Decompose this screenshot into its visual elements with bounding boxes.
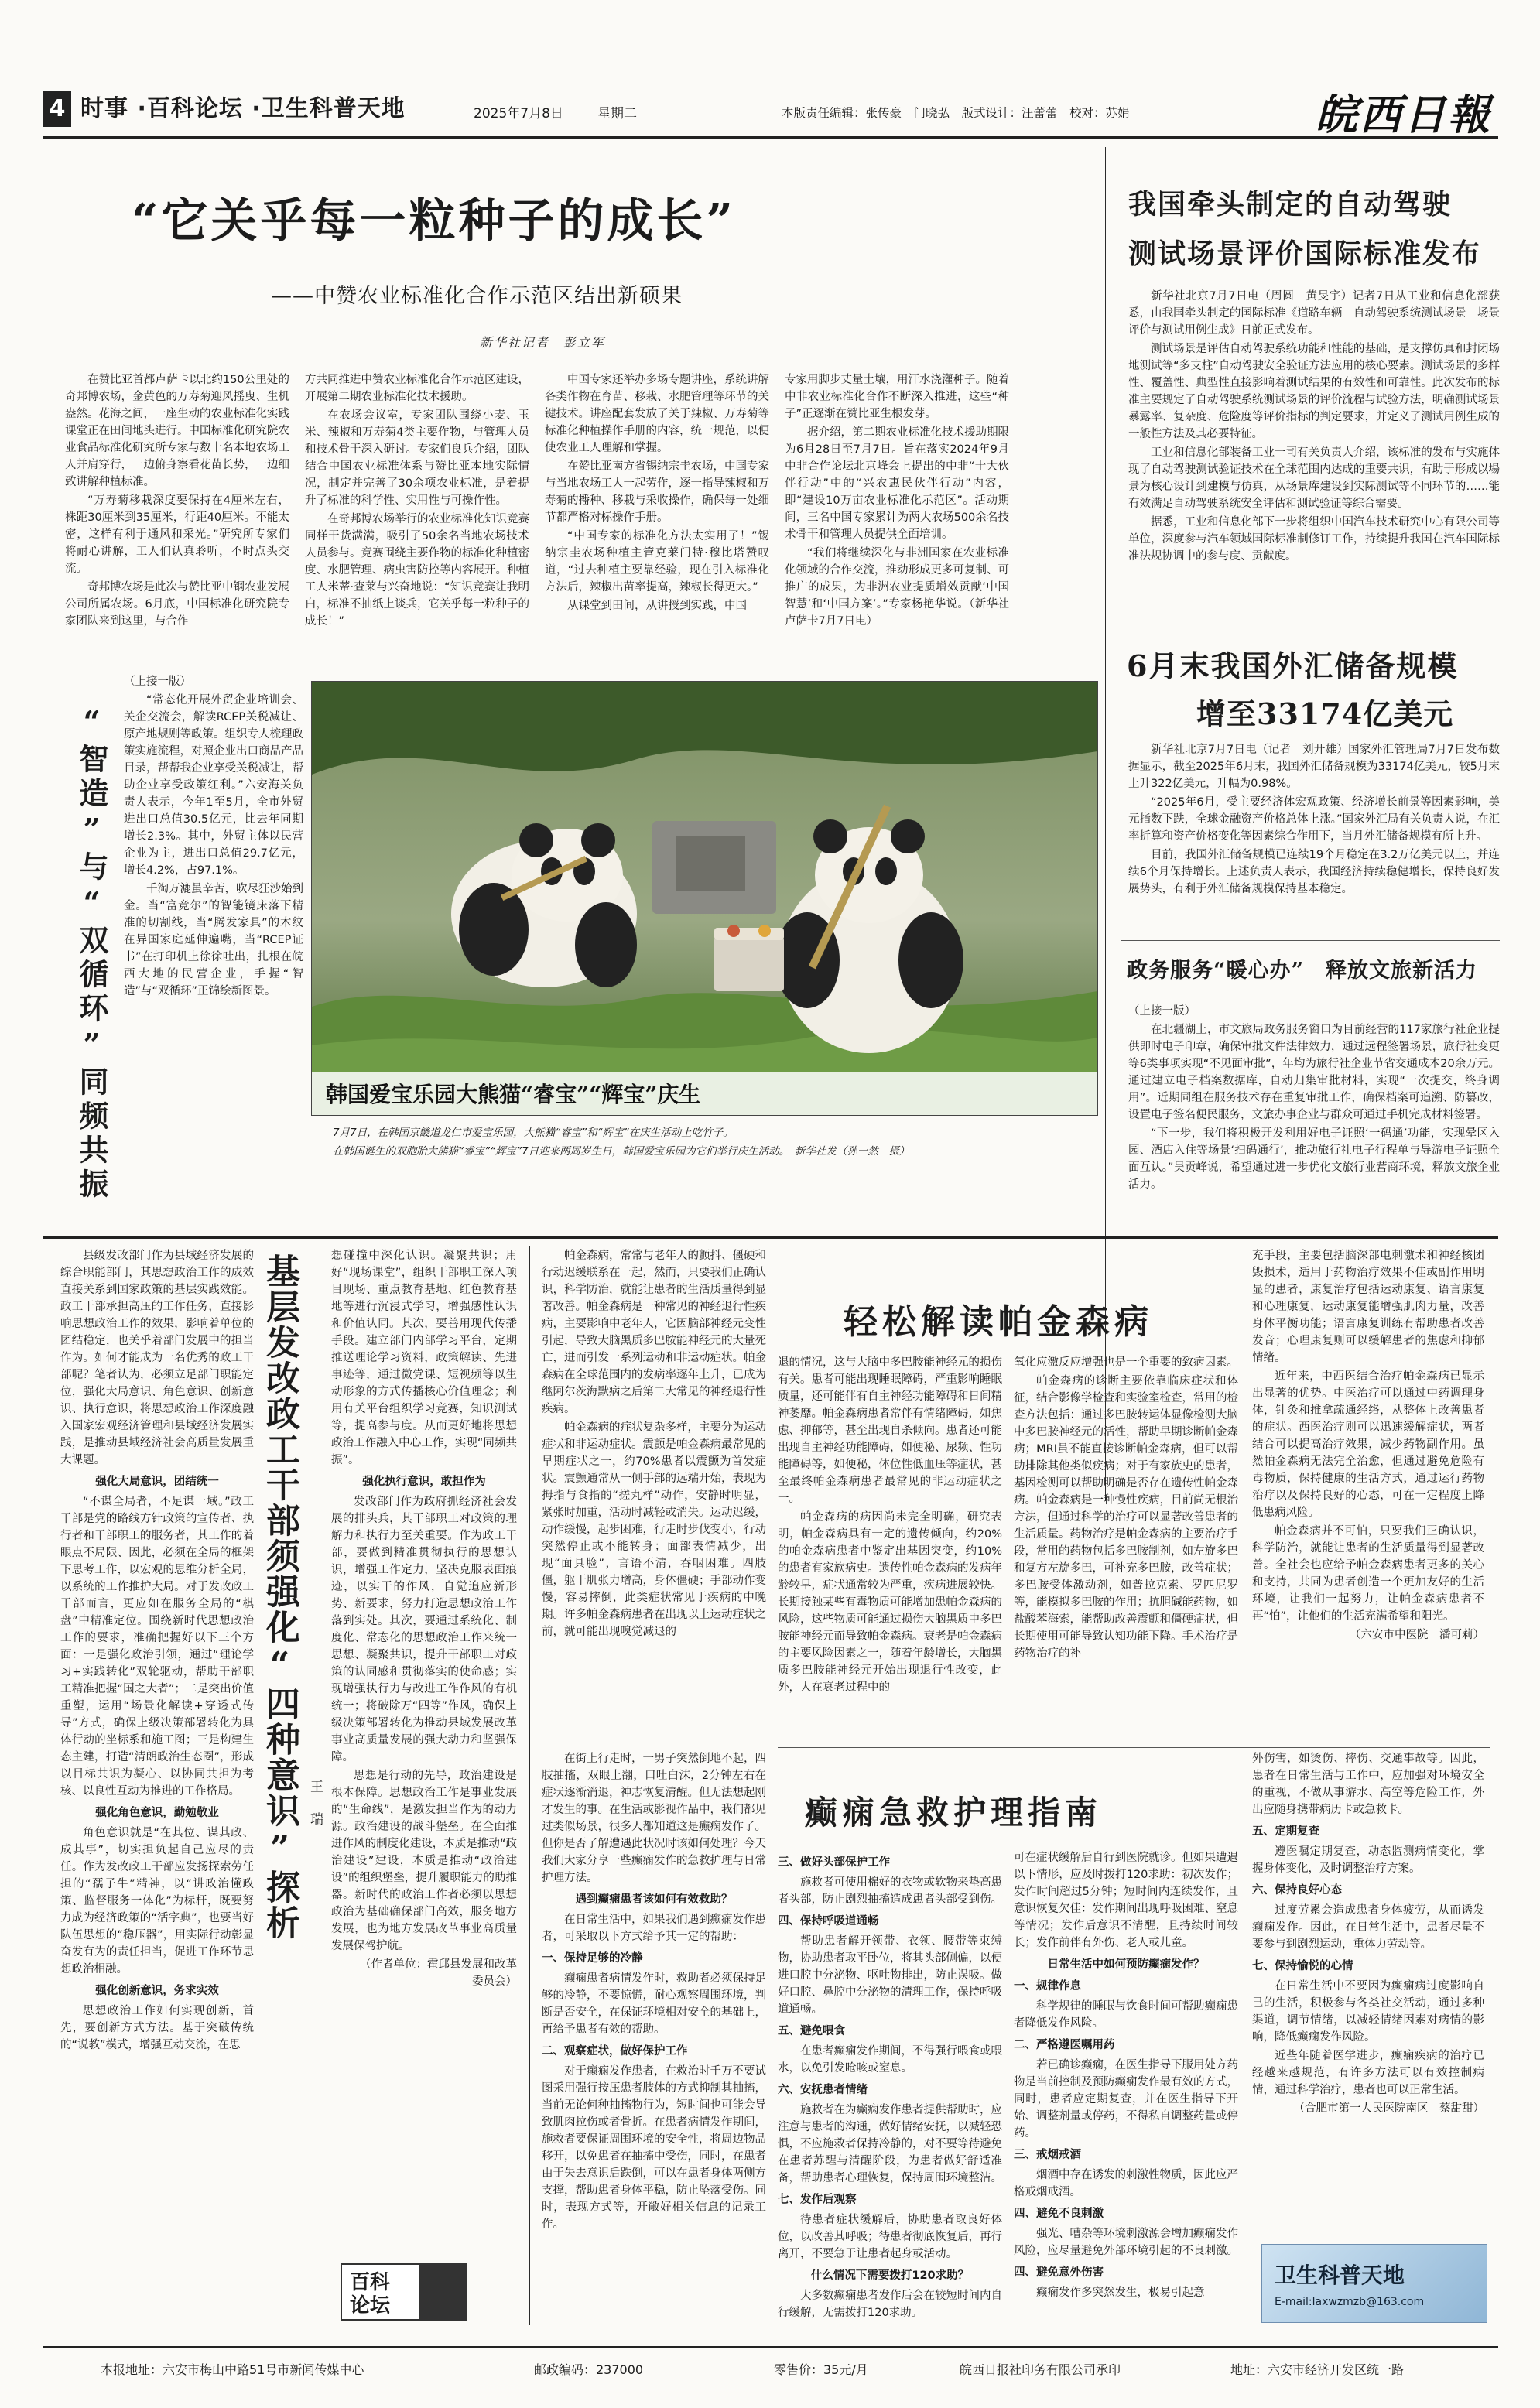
right-divider-2 — [1121, 940, 1500, 941]
parkinson-column-3: 氧化应激反应增强也是一个重要的致病因素。 帕金森病的诊断主要依靠临床症状和体征，结合影像学检查和实验室检查，常用的检查方法包括：通过多巴胺转运体显像检测大脑中多巴胺神经元的活性，帮助早期诊断帕金森病；MRI虽不能直接诊断帕金森病，但可以帮助排除其他类似疾病；对于有家族史的患者，基因检测可以帮助明确是否存在遗传性帕金森病。帕金森病是一种慢性疾病，目前尚无根治方法，但通过科学的治疗可以显著改善患者的生活质量。药物治疗是帕金森病的主要治疗手段，常用的药物包括多巴胺制剂，如左旋多巴和复方左旋多巴，可补充多巴胺，改善症状；多巴胺受体激动剂，如普拉克索、罗匹尼罗等，能模拟多巴胺的作用；抗胆碱能药物，如盐酸苯海索，能帮助改善震颤和僵硬症状，但长期使用可能导致认知功能下降。手术治疗是药物治疗的补 — [1014, 1356, 1238, 1660]
forum-headline: 基层发改政工干部须强化“四种意识”探析 — [260, 1254, 299, 1941]
lead-subheadline: ——中赞农业标准化合作示范区结出新硕果 — [271, 284, 683, 308]
forum-divider — [529, 1246, 530, 2325]
page-number-badge: 4 — [43, 91, 71, 127]
epilepsy-column-4: 外伤害，如烫伤、摔伤、交通事故等。因此，患者在日常生活与工作中，应加强对环境安全的重视，不做从事游水、高空等危险工作，外出应随身携带病历卡或急救卡。 五、定期复查 遵医嘱定期复查，动态监测病情变化，掌握身体变化，及时调整治疗方案。 六、保持良好心态 过度劳累会造成患者身体疲劳，从而诱发癫痫发作。因此，在日常生活中，患者尽量不要参与到剧烈运动，重体力劳动等。 七、保持愉悦的心情 在日常生活中不要因为癫痫病过度影响自己的生活，积极参与各类社交活动，通过多种渠道，调节情绪，以减轻情绪因素对病情的影响，降低癫痫发作风险。 近些年随着医学进步，癫痫疾病的治疗已经越来越规范，有许多方法可以有效控制病情，通过科学治疗，患者也可以正常生活。 （合肥市第一人民医院南区 蔡甜甜） — [1252, 1753, 1484, 2115]
forum-badge-text: 百科论坛 — [350, 2271, 391, 2317]
footer-print-address: 地址：六安市经济开发区统一路 — [1230, 2362, 1405, 2377]
panda-photo — [311, 681, 1098, 1116]
issue-date: 2025年7月8日 — [474, 106, 563, 121]
forum-badge — [341, 2263, 467, 2321]
forum-author: 王 瑞 — [307, 1780, 323, 1828]
lead-column-4: 专家用脚步丈量土壤，用汗水浇灌种子。随着中非农业标准化合作不断深入推进，这些“种子”正逐渐在赞比亚生根发芽。 据介绍，第二期农业标准化技术援助期限为6月28日至7月7日。旨在落实2024年9月中非合作论坛北京峰会上提出的中非“十大伙伴行动”中的“兴农惠民伙伴行动”内容，即“建设10万亩农业标准化示范区”。活动期间，三名中国专家累计为两大农场500余名技术骨干和管理人员提供全面培训。 “我们将继续深化与非洲国家在农业标准化领域的合作交流，推动形成更多可复制、可推广的成果，为非洲农业提质增效贡献‘中国智慧’和‘中国方案’。”专家杨艳华说。（新华社卢萨卡7月7日电） — [785, 374, 1009, 628]
footer-price: 零售价：35元/月 — [774, 2362, 868, 2377]
newspaper-masthead: 皖西日報 — [1316, 90, 1492, 139]
forex-body: 新华社北京7月7日电（记者 刘开雄）国家外汇管理局7月7日发布数据显示，截至2025年6月末，我国外汇储备规模为33174亿美元，较5月末上升322亿美元，升幅为0.98%。 “2025年6月，受主要经济体宏观政策、经济增长前景等因素影响，美元指数下跌，全球金融资产价格总体上涨。”国家外汇局有关负责人说，在汇率折算和资产价格变化等因素综合作用下，当月外汇储备规模有所上升。 目前，我国外汇储备规模已连续19个月稳定在3.2万亿美元以上，并连续6个月保持增长。上述负责人表示，我国经济持续稳健增长，保持良好发展势头，有利于外汇储备规模保持基本稳定。 — [1128, 744, 1500, 895]
issue-weekday: 星期二 — [597, 106, 637, 121]
health-badge — [1261, 2244, 1487, 2323]
service-body: （上接一版） 在北疆湖上，市文旅局政务服务窗口为目前经营的117家旅行社企业提供即时电子印章，确保审批文件法律效力，通过远程签署场景，旅行社变更等6类事项实现“不见面审批”，年均为旅行社企业节省交通成本20余万元。通过建立电子档案数据库，自动归集审批材料，实现“一次提交，终身调用”。近期同组在服务技术存在重复审批工作，确保档案可追溯、防篡改，设置电子签名便民服务，文旅办事企业与群众可通过手机完成材料签署。 “下一步，我们将积极开发利用好电子证照‘一码通’功能，实现晕区入园、酒店入住等场景‘扫码通行’，推动旅行社电子行程单与导游电子证照全面互认。”吴贡峰说，希望通过进一步优化文旅行业营商环境，释放文旅企业活力。 — [1128, 1005, 1500, 1191]
epilepsy-column-1: 在街上行走时，一男子突然倒地不起，四肢抽搐，双眼上翻，口吐白沫，2分钟左右在症状逐渐消退，神志恢复清醒。但无法想起刚才发生的事。在生活或影视作品中，我们都见过类似场景，很多人都知道这是癫痫发作了。但你是否了解遭遇此状况时该如何处理？今天我们大家分享一些癫痫发作的急救护理与日常护理方法。 遇到癫痫患者该如何有效救助？ 在日常生活中，如果我们遇到癫痫发作患者，可采取以下方式给予其一定的帮助： 一、保持足够的冷静 癫痫患者病情发作时，救助者必须保持足够的冷静，不要惊慌，耐心观察周围环境，判断是否安全，在保证环境相对安全的基础上，再给予患者有效的帮助。 二、观察症状，做好保护工作 对于癫痫发作患者，在救治时千万不要试图采用强行按压患者肢体的方式抑制其抽搐，当前无论何种抽搐物行为，短时间也可能会导致肌肉拉伤或者骨折。在患者病情发作期间，施救者要保证周围环境的安全性，将周边物品移开，以免患者在抽搐中受伤，同时，在患者由于失去意识后跌倒，可以在患者身体两侧方支撑，帮助患者身体平稳，防止坠落受伤。同时，表现方式等，开敞好相关信息的记录工作。 — [542, 1753, 766, 2231]
forex-headline-1: 6月末我国外汇储备规模 — [1127, 648, 1459, 683]
epilepsy-headline: 癫痫急救护理指南 — [805, 1794, 1103, 1832]
photo-headline: 韩国爱宝乐园大熊猫“睿宝”“辉宝”庆生 — [326, 1082, 701, 1107]
parkinson-column-4: 充手段，主要包括脑深部电刺激术和神经核团毁损术，适用于药物治疗效果不佳或副作用明显的患者，康复治疗包括运动康复、语言康复和心理康复，运动康复能增强肌肉力量，改善身体平衡功能；语言康复训练有帮助患者改善发音；心理康复则可以缓解患者的焦虑和抑郁情绪。 近年来，中西医结合治疗帕金森病已显示出显著的优势。中医治疗可以通过中药调理身体，针灸和推拿疏通经络，从整体上改善患者的症状。西医治疗则可以迅速缓解症状，两者结合可以提高治疗效果，减少药物副作用。虽然帕金森病无法完全治愈，但通过避免危险有毒物质，保持健康的生活方式，通过运行药物治疗以及保持良好的心态，可在一定程度上降低患病风险。 帕金森病并不可怕，只要我们正确认识，科学防治，就能让患者的生活质量得到显著改善。全社会也应给予帕金森病患者更多的关心和支持，共同为患者创造一个更加友好的生活环境，让我们一起努力，让帕金森病患者不再“怕”，让他们的生活充满希望和阳光。 （六安市中医院 潘可莉） — [1252, 1250, 1484, 1641]
autonomous-driving-headline-2: 测试场景评价国际标准发布 — [1128, 238, 1482, 270]
footer-postcode: 邮政编码：237000 — [534, 2362, 644, 2377]
side-story-body: （上接一版） “常态化开展外贸企业培训会、关企交流会，解读RCEP关税减让、原产地规则等政策。组织专人梳理政策实施流程，对照企业出口商品产品目录，帮帮我企业享受关税减让，帮助企业享受政策红利。”六安海关负责人表示，今年1至5月，全市外贸进出口总值30.5亿元，比去年同期增长2.3%。其中，外贸主体以民营企业为主，进出口总值29.7亿元，增长4.2%，占97.1%。 千淘万漉虽辛苦，吹尽狂沙始到金。当“富竞尔”的智能镜床落下精准的切割线，当“腾发家具”的木纹在异国家庭延伸遍嘴，当“RCEP证书”在打印机上徐徐吐出，扎根在皖西大地的民营企业，手握“智造”与“双循环”正锦绘新图景。 — [124, 676, 303, 997]
health-badge-email: E-mail:laxwzmzb@163.com — [1275, 2296, 1425, 2308]
panda-illustration — [312, 682, 1097, 1115]
photo-caption-line-2: 在韩国诞生的双胞胎大熊猫“睿宝”“辉宝”7日迎来两周岁生日，韩国爱宝乐园为它们举行庆生活动。 新华社发（孙一然 摄） — [333, 1145, 910, 1158]
lead-column-2: 方共同推进中赞农业标准化合作示范区建设，开展第二期农业标准化技术援助。 在农场会议室，专家团队围绕小麦、玉米、辣椒和万寿菊4类主要作物，与管理人员和技术骨干深入研讨。专家们良兵介绍，团队结合中国农业标准体系与赞比亚本地实际情况，制定并完善了30余项农业标准，是着提升了标准的科学性、实用性与可操作性。 在奇邦博农场举行的农业标准化知识竞赛同样干货满满，吸引了50余名当地农场技术人员参与。竞赛围绕主要作物的标准化种植密度、水肥管理、病虫害防控等内容展开。种植工人米蒂·查莱与兴奋地说：“知识竞赛让我明白，标准不抽纸上谈兵，它关乎每一粒种子的成长！” — [305, 374, 529, 628]
editor-credits: 本版责任编辑：张传豪 门晓弘 版式设计：汪蕾蕾 校对：苏娟 — [782, 106, 1130, 120]
header-rule — [43, 136, 1498, 139]
forex-headline-2: 增至33174亿美元 — [1196, 696, 1454, 731]
mid-rule-bottom — [43, 1236, 1498, 1239]
photo-caption-line-1: 7月7日，在韩国京畿道龙仁市爱宝乐园，大熊猫“睿宝”和“辉宝”在庆生活动上吃竹子。 — [333, 1127, 734, 1139]
lead-column-3: 中国专家还举办多场专题讲座，系统讲解各类作物在育苗、移栽、水肥管理等环节的关键技术。讲座配套发放了关于辣椒、万寿菊等标准化种植操作手册的内容，统一规范，以便使农业工人理解和掌握。 在赞比亚南方省锡纳宗圭农场，中国专家与当地农场工人一起劳作，逐一指导辣椒和万寿菊的播种、移栽与采收操作，确保每一处细节都严格对标操作手册。 “中国专家的标准化方法太实用了！”锡纳宗圭农场种植主管克莱门特·穆比塔赞叹道，“过去种植主要靠经验，现在引入标准化方法后，辣椒出苗率提高，辣椒长得更大。” 从课堂到田间，从讲授到实践，中国 — [545, 374, 769, 612]
autonomous-driving-headline-1: 我国牵头制定的自动驾驶 — [1128, 188, 1453, 221]
parkinson-column-1: 帕金森病，常常与老年人的颤抖、僵硬和行动迟缓联系在一起，然而，只要我们正确认识，科学防治，就能让患者的生活质量得到显著改善。帕金森病是一种常见的神经退行性疾病，主要影响中老年人，它因脑部神经元变性引起，导致大脑黑质多巴胺能神经元的大量死亡，进而引发一系列运动和非运动症状。帕金森病在全球范围内的发病率逐年上升，已成为继阿尔茨海默病之后第二大常见的神经退行性疾病。 帕金森病的症状复杂多样，主要分为运动症状和非运动症状。震颤是帕金森病最常见的早期症状之一，约70%患者以震颤为首发症状。震颤通常从一侧手部的远端开始，表现为拇指与食指的“搓丸样”动作，安静时明显，紧张时加重，活动时减轻或消失。运动迟缓，动作缓慢，起步困难，行走时步伐变小，行动突然停止或不能转身；面部表情减少，出现“面具脸”，言语不清，吞咽困难。四肢僵，躯干肌张力增高，身体僵硬；手部动作变慢，容易摔倒，此类症状常见于疾病的中晚期。许多帕金森病患者在出现以上运动症状之前，就可能出现嗅觉减退的 — [542, 1250, 766, 1638]
parkinson-headline: 轻松解读帕金森病 — [844, 1302, 1153, 1342]
lead-column-1: 在赞比亚首都卢萨卡以北约150公里处的奇邦博农场，金黄色的万寿菊迎风摇曳、生机盎然。花海之间，一座生动的农业标准化实践课堂正在田间地头进行。中国标准化研究院农业食品标准化研究所专家与数十名本地农场工人并肩穿行，一边俯身察看花苗长势，一边细致讲解种植标准。 “万寿菊移栽深度要保持在4厘米左右，株距30厘米到35厘米，行距40厘米。不能太密，这样有利于通风和采光。”研究所专家们将耐心讲解，工人们认真聆听，不时点头交流。 奇邦博农场是此次与赞比亚中钢农业发展公司所属农场。6月底，中国标准化研究院专家团队来到这里，与合作 — [65, 374, 289, 628]
health-badge-title: 卫生科普天地 — [1275, 2263, 1405, 2288]
footer-printer: 皖西日报社印务有限公司承印 — [960, 2362, 1121, 2377]
epilepsy-column-2: 三、做好头部保护工作 施救者可使用棉好的衣物或软物来垫高患者头部，防止剧烈抽搐造成患者头部受到伤。 四、保持呼吸道通畅 帮助患者解开领带、衣领、腰带等束缚物，协助患者取平卧位，将其头部侧偏，以便进口腔中分泌物、呕吐物排出，防止误吸。做好口腔、鼻腔中分泌物的清理工作，保持呼吸道通畅。 五、避免喂食 在患者癫痫发作期间，不得强行喂食或喂水，以免引发呛咳或窒息。 六、安抚患者情绪 施救者在为癫痫发作患者提供帮助时，应注意与患者的沟通，做好情绪安抚，以减轻恐惧，不应施救者保持冷静的，对不要等待避免在患者苏醒与清醒阶段，为患者做好舒适准备，帮助患者心理恢复，保持周围环境整洁。 七、发作后观察 待患者症状缓解后，协助患者取良好体位，以改善其呼吸；待患者彻底恢复后，再行离开，不要急于让患者起身或活动。 什么情况下需要拨打120求助？ 大多数癫痫患者发作后会在较短时间内自行缓解，无需拨打120求助。 — [778, 1856, 1002, 2319]
forum-column-1: 县级发改部门作为县域经济发展的综合职能部门，其思想政治工作的成效直接关系到国家政策的基层实践效能。政工干部承担高压的工作任务，直接影响思想政治工作的效果，影响着单位的团结稳定，也关乎着部门发展中的担当作为。如何才能成为一名优秀的政工干部呢？笔者认为，必须立足部门职能定位，强化大局意识、角色意识、创新意识、执行意识，将思想政治工作深度融入国家宏观经济管理和县域经济发展实践，是推动县域经济社会高质量发展重大课题。 强化大局意识，团结统一 “不谋全局者，不足谋一域。”政工干部是党的路线方针政策的宣传者、执行者和干部职工的服务者，其工作的着眼点不局限、因此，必须在全局的框架下思考工作，以宏观的思维分析全局，以系统的工作推护大局。对于发改政工干部而言，更应如在服务全局的“棋盘”中精准定位。围绕新时代思想政治工作的要求，准确把握好以下三个方面：一是强化政治引领，通过“理论学习+实践转化”双轮驱动，帮助干部职工精准把握“国之大者”；二是突出价值重塑，运用“场景化解读+穿透式传导”方式，确保上级决策部署转化为具体行动的坐标系和施工图；三是构建生态主建，打造“清朗政治生态圈”，形成以目标共识为凝心、以协同共担为考核、以良性互动为推进的工作格局。 强化角色意识，勤勉敬业 角色意识就是“在其位、谋其政、成其事”，切实担负起自己应尽的责任。作为发改政工干部应发扬探索劳任担的“孺子牛”精神，以“讲政治懂政策、监督服务一体化”为标杆，既要努力成为经济政策的“活字典”，也要当好队伍思想的“稳压器”，用实际行动彰显奋发有为的责任担当，促进工作环节思想政治相融。 强化创新意识，务求实效 思想政治工作如何实现创新，首先，要创新方式方法。基于突破传统的“说教”模式，增强互动交流，在思 — [60, 1250, 254, 2051]
lead-headline: “它关乎每一粒种子的成长” — [132, 194, 737, 248]
forum-badge-bar — [419, 2265, 466, 2319]
epilepsy-column-3: 可在症状缓解后自行到医院就诊。但如果遭遇以下情形，应及时拨打120求助：初次发作；发作时间超过5分钟；短时间内连续发作，且意识恢复欠佳：发作期间出现呼吸困难、窒息等情况；发作后意识不清醒，且持续时间较长；发作前伴有外伤、老人或儿童。 日常生活中如何预防癫痫发作？ 一、规律作息 科学规律的睡眠与饮食时间可帮助癫痫患者降低发作风险。 二、严格遵医嘱用药 若已确诊癫痫，在医生指导下服用处方药物是当前控制及预防癫痫发作最有效的方式，同时，患者应定期复查，并在医生指导下开始、调整剂量或停药，不得私自调整药量或停药。 三、戒烟戒酒 烟酒中存在诱发的刺激性物质，因此应严格戒烟戒酒。 四、避免不良刺激 强光、嘈杂等环境刺激源会增加癫痫发作风险，应尽量避免外部环境引起的不良刺激。 四、避免意外伤害 癫痫发作多突然发生，极易引起意 — [1014, 1852, 1238, 2299]
service-headline: 政务服务“暖心办” 释放文旅新活力 — [1127, 959, 1478, 983]
side-story-headline: “智造”与“双循环”同频共振 — [74, 704, 109, 1202]
forum-column-2: 想碰撞中深化认识。凝聚共识；用好“现场课堂”，组织干部职工深入项目现场、重点教育基地、红色教育基地等进行沉浸式学习，增强感性认识和价值认同。其次，要善用现代传播手段。建立部门内部学习平台，定期推送理论学习资料，政策解读、先进事迹等，通过微党课、短视频等以生动形象的方式传播核心价值理念；利用有关平台组织学习竞赛，知识测试等，提高参与度。从而更好地将思想政治工作融入中心工作，实现“同频共振”。 强化执行意识，敢担作为 发改部门作为政府抓经济社会发展的排头兵，其干部职工对政策的理解力和执行力至关重要。作为政工干部，要做到精准贯彻执行的思想认识，增强工作定力，坚决克服表面痕迹，以实干的作风，自觉追应新形势、新要求，努力打造思想政治工作落到实处。其次，要通过系统化、制度化、常态化的思想政治工作来统一思想、凝聚共识，提升干部职工对政策的认同感和贯彻落实的使命感；实现增强执行力与改进工作作风的有机统一；将破除万“四等”作风，确保上级决策部署转化为推动县域发展改革事业高质量发展的强大动力和坚强保障。 思想是行动的先导，政治建设是根本保障。思想政治工作是事业发展的“生命线”，是激发担当作为的动力源。政治建设的战斗堡垒。在全面推进作风的制度化建设，本质是推动“政治建设”建设，本质是推动“政治建设”的组织堡垒，提升履职能力的助推器。新时代的政治工作者必须以思想政治为基础确保部门高效，服务地方发展，也为地方发展改革事业高质量发展保驾护航。 （作者单位：霍邱县发展和改革委员会） — [331, 1250, 517, 1988]
parkinson-column-2: 退的情况，这与大脑中多巴胺能神经元的损伤有关。患者可能出现睡眠障碍，严重影响睡眠质量，还可能伴有自主神经功能障碍和日间精神萎靡。帕金森病患者常伴有情绪障碍，如焦虑、抑郁等，甚至出现自杀倾向。患者还可能出现自主神经功能障碍，如便秘、尿频、性功能障碍等，如便秘，体位性低血压等症状，甚至最终帕金森病患者最常见的非运动症状之一。 帕金森病的病因尚未完全明确，研究表明，帕金森病具有一定的遗传倾向，约20%的帕金森病患者中鉴定出基因突变，约10%的患者有家族病史。遗传性帕金森病的发病年龄较早，症状通常较为严重，疾病进展较快。长期接触某些有毒物质可能增加患帕金森病的风险，这些物质可能通过损伤大脑黑质中多巴胺能神经元而导致帕金森病。衰老是帕金森病的主要风险因素之一，随着年龄增长，大脑黑质多巴胺能神经元开始出现退行性改变，此外，人在衰老过程中的 — [778, 1356, 1002, 1694]
section-name: 时事 ·百科论坛 ·卫生科普天地 — [80, 95, 406, 122]
autonomous-driving-body: 新华社北京7月7日电（周圆 黄旻宇）记者7日从工业和信息化部获悉，由我国牵头制定的国际标准《道路车辆 自动驾驶系统测试场景 场景评价与测试用例生成》日前正式发布。 测试场景是评估自动驾驶系统功能和性能的基础，是支撑仿真和封闭场地测试等“多支柱”自动驾驶安全验证方法应用的核心要素。测试场景的多样性、覆盖性、典型性直接影响着测试结果的有效性和可靠性。此次发布的标准主要规定了自动驾驶系统测试场景的评价流程与试验方法，明确测试场景暴露率、复杂度、危险度等评价指标的判定要求，并定义了测试用例生成的一般性方法及其必要特征。 工业和信息化部装备工业一司有关负责人介绍，该标准的发布与实施体现了自动驾驶测试验证技术在全球范围内达成的重要共识，有助于形成以場景为核心设计到建模与仿真，从场景库建设到实际测试等不同环节的……能有效满足自动驾驶系统安全评估和测试验证等综合需要。 据悉，工业和信息化部下一步将组织中国汽车技术研究中心有限公司等单位，深度参与汽车领域国际标准制修订工作，持续提升我国在汽车国际标准法规协调中的参与度、贡献度。 — [1128, 290, 1500, 563]
section-divider-epilepsy — [778, 1747, 1490, 1748]
footer-address: 本报地址：六安市梅山中路51号市新闻传媒中心 — [101, 2362, 364, 2377]
footer-rule — [43, 2346, 1498, 2348]
lead-byline: 新华社记者 彭立军 — [480, 335, 606, 350]
